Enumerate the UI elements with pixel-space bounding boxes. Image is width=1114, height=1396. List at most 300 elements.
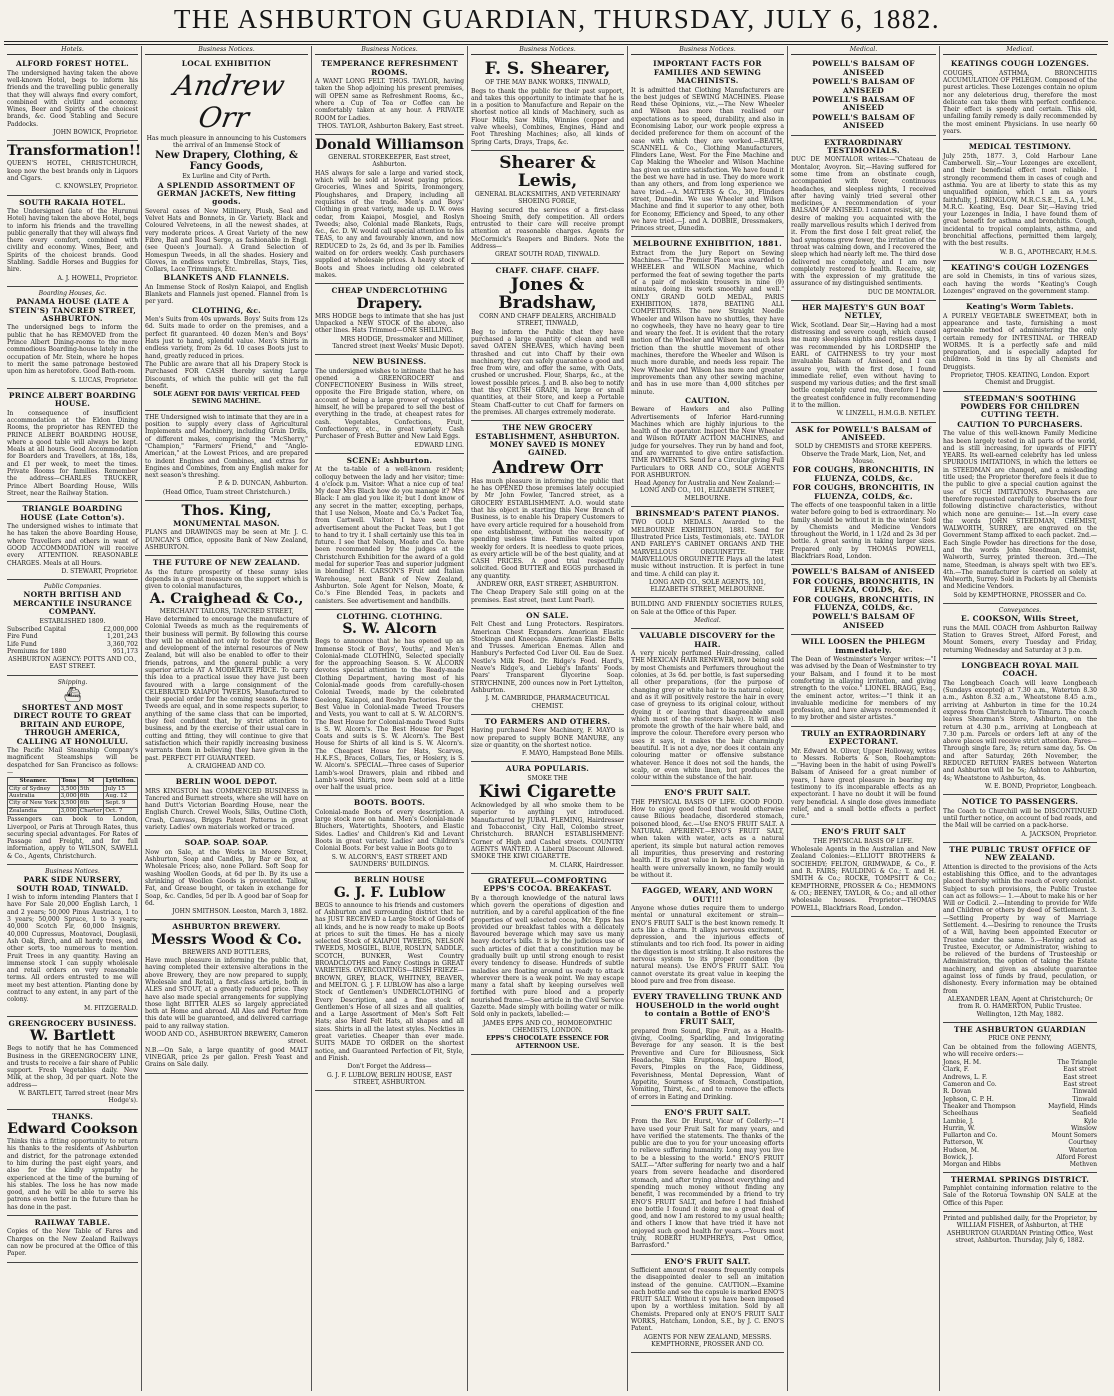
column-head: Business Notices. xyxy=(145,46,308,55)
ad-signature: J. M. CAMBRIDGE, PHARMACEUTICAL CHEMIST. xyxy=(485,695,610,710)
ad-heading: SOUTH RAKAIA HOTEL. xyxy=(19,197,126,207)
table-header: M xyxy=(78,778,103,785)
column-hotels xyxy=(4,46,142,1391)
ad-loosen-phlegm xyxy=(791,635,936,726)
ad-powells-coughs xyxy=(791,565,936,635)
ad-heading: KEATINGS COUGH LOZENGES. xyxy=(950,59,1090,69)
figure-label: Life Fund xyxy=(7,640,37,648)
ad-body: DUC DE MONTALOR writes:—"Chateau de Montalor, Avoyron. Sir,—Having suffered for some time from an obstinate cough, accompanied with fever, continuous headaches, and sleepless nights, I received after having vainly tried several other medicines, a recommendation of your BALSAM OF ANISEED. I cannot resist, sir, the desire of making you acquainted with the really marvellous results which I derived from it. From the first dose I felt great relief, the bad symptoms grew fewer, the irritation of the throat was calming down, and I recovered the sleep which had nearly left me. The third dose delivered me completely, and I am now completely restored to health. Receive, sir, with the expression of my gratitude the assurance of my distinguished sentiments. xyxy=(791,156,936,288)
ad-script-signature: Andrew Orr xyxy=(171,68,288,134)
ad-signature: W. E. BOND, Proprietor, Longbeach. xyxy=(984,782,1097,790)
ad-expectorant xyxy=(791,727,936,826)
ad-signature: JAMES EPPS AND CO., HOMOEOPATHIC CHEMISTS, LONDON. xyxy=(482,1019,613,1034)
ad-heading: THE FUTURE OF NEW ZEALAND. xyxy=(152,558,301,568)
ad-alcorn-boots xyxy=(315,796,464,873)
ad-heading: FOR COUGHS, BRONCHITIS, IN FLUENZA, COLDS, &c. xyxy=(792,483,935,501)
ad-heading: POWELL'S BALSAM OF ANISEED xyxy=(812,77,915,95)
agent-row xyxy=(943,1147,1097,1154)
agent-row xyxy=(943,1096,1097,1103)
ad-body: As the future prosperity of these sunny isles depends in a great measure on the support which is given to colonial manufactures, xyxy=(145,568,308,591)
ad-body: The undersigned wishes to intimate that he has taken the above Boarding House, where Travellers and others in want of GOOD ACCOMMODATION will receive every ATTENTION. REASONABLE CHARGES. Meals at all Hours. xyxy=(7,523,138,567)
ad-name: W. Bartlett xyxy=(29,1028,116,1045)
ad-heading: THE ASHBURTON GUARDIAN xyxy=(953,1024,1087,1034)
ad-heading: CHAFF. CHAFF. CHAFF. xyxy=(495,265,600,275)
ad-signature: P. & D. DUNCAN, Ashburton. xyxy=(217,480,308,488)
masthead xyxy=(0,0,1114,42)
table-row xyxy=(8,807,138,814)
ad-body: A WANT LONG FELT. THOS. TAYLOR, having taken the Shop adjoining his present premises, will OPEN same as Refreshment Rooms, &c., where a Cup of Tea or Coffee can be comfortably taken at any hour. A PRIVATE ROOM for Ladies. xyxy=(315,78,464,122)
columns xyxy=(4,46,1108,1391)
ad-body: BUILDING AND FRIENDLY SOCIETIES RULES, on Sale at the Office of this Paper. xyxy=(631,601,784,616)
ad-body: MRS KINGSTON has COMMENCED BUSINESS in Tancred and Burnett streets, where she will have on hand Dutt's Victorian Boarding House, near the English Church. Crewel Wools, Silks, Outline Cloth, Crash, Canvass, Briggs Patent Patterns in great variety. Ladies' own materials worked or traced. xyxy=(145,787,308,832)
ad-berlin-wool-depot xyxy=(145,775,308,836)
agent-name: Morgan and Hibbs xyxy=(943,1161,1001,1169)
agent-row xyxy=(943,1139,1097,1146)
ad-name: G. J. F. Lublow xyxy=(333,884,446,901)
ad-new-grocery xyxy=(471,421,624,609)
ad-mexican-hair-renewer xyxy=(631,629,784,786)
column-medical-2 xyxy=(940,46,1100,1391)
ad-signature: JOHN BOWICK, Proprietor. xyxy=(53,129,138,137)
figure-row xyxy=(7,626,138,633)
ad-sewing-machines xyxy=(631,57,784,237)
ad-footer: Don't Forget the Address— xyxy=(347,1063,432,1071)
agent-row xyxy=(943,1074,1097,1081)
ad-public-trust-office xyxy=(943,843,1097,1023)
column-head: Hotels. xyxy=(7,46,138,55)
ad-body: Have much pleasure in informing the public that, having completed their extensive alterations in the above Brewery, they are now prepared to supply, Wholesale and Retail, a first-class article, both in ALES and STOUT, at a greatly reduced price. They have also made special arrangements for supplying those light BITTER ALES so largely appreciated both at Home and abroad. All Ales and Porter from this date will be guaranteed, and delivered carriage paid to any railway station. xyxy=(145,957,308,1030)
ad-new-business xyxy=(315,355,464,454)
ad-heading: ENO'S FRUIT SALT. xyxy=(664,1256,751,1266)
table-cell: Aug. 12 xyxy=(104,793,138,800)
ad-heading: POWELL'S BALSAM of ANISEED xyxy=(792,567,935,577)
agent-name: Patterson, W. xyxy=(943,1139,984,1147)
ad-signature: A. CRAIGHEAD AND CO. xyxy=(187,762,266,770)
ad-name: S. W. Alcorn xyxy=(342,621,437,638)
ad-footer: N.B.—On Sale, a large quantity of good MALT VINEGAR, price 2s per gallon. Fresh Yeast and Grains on Sale daily. xyxy=(145,1046,308,1069)
ad-heading: LOCAL EXHIBITION xyxy=(181,59,272,69)
ad-heading: GRATEFUL—COMFORTING EPPS'S COCOA. BREAKFAST. xyxy=(483,875,612,894)
ad-heading: CHEAP UNDERCLOTHING xyxy=(331,286,448,296)
ad-cheap-underclothing xyxy=(315,284,464,355)
ad-body: By a thorough knowledge of the natural laws which govern the operations of digestion and nutrition, and by a careful application of the fine properties of well selected cocoa, Mr. Epps has provided our breakfast tables with a delicately flavoured beverage which may save us many heavy doctor's bills. It is by the judicious use of such articles of diet that a constitution may be gradually built up until strong enough to resist every tendency to disease. Hundreds of subtle maladies are floating around us ready to attack wherever there is a weak point. We may escape many a fatal shaft by keeping ourselves well fortified with pure blood and a properly nourished frame.—See article in the Civil Service Gazette. Made simply with boiling water or milk. Sold only in packets, labelled:— xyxy=(471,894,624,1019)
ad-friendly-society-rules xyxy=(631,598,784,629)
ad-heading: STEEDMAN'S SOOTHING POWDERS FOR CHILDREN CUTTING TEETH. xyxy=(960,393,1080,420)
ad-heading: RAILWAY TABLE. xyxy=(34,1218,111,1228)
ad-subheading: OF THE MAY BANK WORKS, TINWALD, xyxy=(484,79,611,87)
table-header-row xyxy=(8,778,138,785)
agent-row xyxy=(943,1118,1097,1125)
ad-alcorn-clothing xyxy=(315,610,464,797)
ad-subheading: CAUTION. xyxy=(685,395,730,405)
ad-heading: PARK SIDE NURSERY, SOUTH ROAD, TINWALD. xyxy=(16,875,129,893)
ad-heading: TO FARMERS AND OTHERS. xyxy=(484,716,611,726)
ad-body: The undersigned having taken the above well-known Hotel, begs to inform his friends and the travelling public generally that they will always find every comfort, combined with civility and economy. Wines, Beer and Spirits of the choicest brands, &c. Good Stabling and Secure Paddocks. xyxy=(7,69,138,128)
ad-body: QUEEN'S HOTEL, CHRISTCHURCH, keep now the best brands only in Liquors and Cigars. xyxy=(7,160,138,182)
ad-signature: DUC DE MONTALOR. xyxy=(867,288,936,296)
ad-subheading: CORN AND CHAFF DEALERS, ARCHIBALD STREET, TINWALD, xyxy=(479,313,616,328)
agent-location: Tinwald xyxy=(1072,1088,1097,1096)
ad-brinsmead-pianos xyxy=(631,507,784,598)
ad-heading: ENO'S FRUIT SALT. xyxy=(664,1107,751,1117)
ad-body: Can be obtained from the following AGENTS, who will receive orders:— xyxy=(943,1043,1097,1058)
ad-body: Pamphlet containing information relative to the Sale of the Rotorua Township ON SALE at the Office of this Paper. xyxy=(943,1185,1097,1207)
ad-name: Drapery. xyxy=(356,295,423,312)
table-header: Tons xyxy=(59,778,78,785)
ad-body: Beware of Hawkers and also Pulling Advertisements of Inferior Hard-running Machines which are highly injurious to the health of the operator. Inspect the New Wheeler and Wilson ROTARY ACTION MACHINES, and judge for yourselves. They run by hand and foot, and are warranted to give entire satisfaction. TIME PAYMENTS. Send for a Circular giving Full Particulars to ORR AND CO., SOLE AGENTS FOR ASHBURTON. xyxy=(631,406,784,479)
ad-body: The Undersigned (late of the Hurunui Hotel) having taken the above Hotel, begs to inform his friends and the travelling public generally that they will always find there every comfort, combined with civility and economy. Wines, Beer, and Spirits of the choicest brands. Good Stabling. Saddle Horses and Buggies for hire. xyxy=(7,207,138,274)
figure-value: £2,000,000 xyxy=(103,625,138,633)
ad-signature: M. CLARK, Hairdresser. xyxy=(549,861,624,869)
table-cell: City of New York xyxy=(8,800,60,807)
ad-heading: TEMPERANCE REFRESHMENT ROOMS. xyxy=(320,59,458,77)
ad-eno-travelling xyxy=(631,990,784,1106)
ad-signature: MRS HODGE, Dressmaker and Milliner, Tancred street (next Weeks' Music Depot). xyxy=(332,335,464,350)
agent-name: Bowick, J. xyxy=(943,1154,974,1162)
ad-signature: W. LINZELL, H.M.G.B. NETLEY. xyxy=(836,410,936,418)
ad-heading: LONGBEACH ROYAL MAIL COACH. xyxy=(961,660,1079,679)
ad-name: Jones & Bradshaw, xyxy=(498,275,597,314)
agent-row xyxy=(943,1161,1097,1168)
column-business-1 xyxy=(142,46,312,1391)
ad-keatings-sold xyxy=(943,261,1097,300)
ad-heading: GREENGROCERY BUSINESS. xyxy=(8,1018,137,1028)
table-cell: 6th xyxy=(78,793,103,800)
figure-row xyxy=(7,633,138,640)
ad-body: Having secured the services of a first-class Shoeing Smith, defy competition. All orders entrusted to their care will receive prompt attention at reasonable charges. Agents for McCormick's Reapers and Binders. Note the Address— xyxy=(471,206,624,251)
ad-signature: WOOD AND CO., ASHBURTON BREWERY, Cameron street. xyxy=(145,1031,308,1046)
table-cell: 5th xyxy=(78,785,103,792)
ad-signature: W. BARTLETT, Tarred street (near Mrs Hodge's). xyxy=(18,1090,138,1105)
ad-signature: C. KNOWSLEY, Proprietor. xyxy=(55,183,138,191)
ad-triangle-boarding xyxy=(7,502,138,580)
figure-row xyxy=(7,648,138,655)
ad-heading: KEATING'S COUGH LOZENGES xyxy=(950,262,1090,272)
agent-row xyxy=(943,1103,1097,1110)
ad-signature: Proprietor, THOS. KEATING, London. Export Chemist and Druggist. xyxy=(950,372,1090,387)
table-row xyxy=(8,793,138,800)
column-head: Medical. xyxy=(791,46,936,55)
ad-heading: CLOTHING. CLOTHING. xyxy=(336,611,443,621)
ad-scene-ashburton xyxy=(315,454,464,610)
ad-queens-hotel xyxy=(7,141,142,195)
ad-signature: G. J. F. LUBLOW, BERLIN HOUSE, EAST STREET, ASHBURTON. xyxy=(326,1071,453,1086)
ad-donald-williamson xyxy=(315,135,464,284)
ad-soap xyxy=(145,836,308,920)
ad-heading: PANAMA HOUSE (LATE A STEIN'S) TANCRED STREET, ASHBURTON. xyxy=(8,297,137,324)
agent-name: R. Dovan xyxy=(943,1088,972,1096)
ad-shearer-lewis xyxy=(471,151,624,264)
ad-guardian-agents xyxy=(943,1023,1097,1173)
ad-signature: Head Agency for Australia and New Zealand:—LONG AND CO., 101, ELIZABETH STREET, MELBOURNE. xyxy=(634,480,781,502)
ad-heading: SHORTEST AND MOST DIRECT ROUTE TO GREAT BRITAIN AND EUROPE, THROUGH AMERICA, CALLING AT HONOLULU. xyxy=(13,702,132,746)
ad-body: The value of this well-known Family Medicine has been largely tested in all parts of the world, and is still increasing, for upwards of FIFTY YEARS. Its well-earned celebrity has led unless SPURIOUS IMITATIONS, in which the letters ee in STEEDMAN are changed, and a misleading title used; the Proprietor therefore feels it due to the public to give a special caution against the use of SUCH IMITATIONS. Purchasers are therefore requested carefully to observe the four following distinctive characteristics, without which none are genuine:— 1st.—In every case the words JOHN STEEDMAN, CHEMIST, WALWORTH, SURREY, are engraved on the Government Stamp affixed to each packet. 2nd.—Each Single Powder has directions for the dose, and the words John Steedman, Chemist, Walworth, Surrey, printed thereon. 3rd.—The name, Steedman, is always spelt with two EE's. 4th.—The manufacturer is carried on solely at Walworth, Surrey. Sold in Packets by all Chemists and Medicine Vendors. xyxy=(943,430,1097,591)
ad-body: Extract from the Jury Report on Sewing Machines.—"The Premier Place was awarded to WHEELER and WILSON Machine, which performed the feat of sewing together the parts of a pair of moleskin trousers in nine (9) minutes, doing its work smoothly and well." ONLY GRAND GOLD MEDAL, PARIS EXHIBITION, 1878, BEATING ALL COMPETITORS. The new Straight Needle Wheeler and Wilson have no shuttles, they have no cogwheels, they have no heavy gear to tire and weary the feet. It is evident that the rotary motion of the Wheeler and Wilson has much less friction than the shuttle movement of other machines, therefore the Wheeler and Wilson is much more durable, and needs less repair. The New Wheeler and Wilson has more and greater improvements than any other sewing machine, and has in use more than 4,000 stitches per minute. xyxy=(631,249,784,396)
ad-body: Begs to thank the public for their past support, and takes this opportunity to intimate that he is in a position to Manufacture and Repair on the shortest notice all kinds of Machinery, such as Flour Mills, Saw Mills, Winnies (copper and valve wheels), Combines, Engines, Hand and Foot Threshing Machines; also, all kinds of Spring Carts, Drays, Traps, &c. xyxy=(471,87,624,146)
ad-body: THE Undersigned wish to intimate that they are in a position to supply every class of Agricultural Implements and Machinery, including Grain Drills, of different makes, comprising the "McSherry," "Champion," "Farmers' Friend," and "Anglo-American," at the Lowest Prices, and are prepared to indent Engines and Combines, and extras for Engines and Combines, from any English maker for next season's threshing. xyxy=(145,413,308,480)
ad-jones-bradshaw xyxy=(471,264,624,422)
newspaper-title: THE ASHBURTON GUARDIAN, THURSDAY, JULY 6, 1882. xyxy=(173,4,941,34)
ad-heading: FAGGED, WEARY, AND WORN OUT!!! xyxy=(641,886,774,904)
ad-footer: EPPS'S CHOCOLATE ESSENCE FOR AFTERNOON USE. xyxy=(486,1035,609,1050)
ad-keatings-worm-tablets xyxy=(943,300,1097,391)
ad-subheading: CAUTION TO PURCHASERS. xyxy=(957,419,1083,429)
ad-body: Colonial-made Boots of every description. A large stock now on hand. Men's Colonial-made Bluchers, Watertights, Shooters, and Elastic Sides. Ladies' and Children's Kid and Levant Boots in great variety. Ladies' and Children's Colonial Boots. For best value in Boots go to xyxy=(315,808,464,853)
ad-signature: SOLE AGENT FOR DAVIS' VERTICAL FEED SEWING MACHINE. xyxy=(153,391,300,406)
section-label: Boarding Houses, &c. xyxy=(38,289,107,297)
figure-label: Fire Fund xyxy=(7,633,38,641)
ad-prince-albert xyxy=(7,389,138,502)
ad-steedmans-powders xyxy=(943,392,1097,604)
ad-body: prepared from Sound, Ripe Fruit, as a Health-giving, Cooling, Sparkling, and Invigorating Beverage for any season. It is the best Preventive and Cure for Biliousness, Sick Headache, Skin Eruptions, Impure Blood, Fevers, Pimples on the Face, Giddiness, Feverishness, Mental Depression, Want of Appetite, Sourness of Stomach, Constipation, Vomiting, Thirst, &c., and to remove the effects of errors in Eating and Drinking. xyxy=(631,1027,784,1101)
ad-title: New Drapery, Clothing, & Fancy Goods, xyxy=(155,150,298,173)
ad-subheading: SMOKE THE xyxy=(527,774,568,782)
table-cell: City of Sydney xyxy=(8,785,60,792)
ad-subheading: THE PHYSICAL BASIS OF LIFE. xyxy=(813,837,914,845)
section-label: Business Notices. xyxy=(45,868,100,876)
ad-body: At the ta-table of a well-known resident; colloquy between the lady and her visitor; time: 4 o'clock p.m. Visitor: What a nice cup of tea! My dear Mrs Black how do you manage it? Mrs Black: I am glad you like it; but I dont know of any secret in the matter, excepting, perhaps, that I use Nelson, Moate and Co.'s Packet Tea, from Cartwell. Visitor: I have seen the advertisement about the Packet Teas, but I got to hand to try it. I shall certainly use this tea in future. I see that Nelson, Moate and Co. have been recommended by the judges at the Christchurch Exhibition for the award of a gold medal for superior Teas and superior judgment in blending! H. CARSON'S Fruit and Italian Warehouse, next Bank of New Zealand, Ashburton. Sole Agent for Nelson, Moate, & Co.'s Fine Blended Teas, in packets and canisters. See advertisement and handbills. xyxy=(315,466,464,605)
ad-body: Felt Chest and Lung Protectors. Respirators. American Chest Expanders. American Elastic Stockings and Kneecaps. American Elastic Belts and Trusses. American Enemas. Allen and Hanbury's Perfected Cod Liver Oil. Eau de Suez. Nestle's Milk Food. Dr. Ridge's Food. Hard's, Neave's Ridge's, and Liebig's Infants' Foods. Pears' Transparent Glycerine Soap. STRYCHNINE, 200 ounces now in Port Lyttelton, Ashburton. xyxy=(471,621,624,694)
ad-body: Men's Suits from 40s upwards. Boys' Suits from 12s 6d. Suits made to order on the premises, and a perfect fit guaranteed. 40 dozen Men's and Boys' Hats just to hand, splendid value. Men's Shirts in endless variety, from 2s 6d. 10 cases Boots just to hand, greatly reduced in prices. xyxy=(145,316,308,360)
ad-bone-manure xyxy=(471,715,624,763)
ad-name: A. Craighead & Co., xyxy=(149,590,304,607)
ad-heading: Transformation!! xyxy=(7,143,142,160)
ad-body: It is admitted that Clothing Manufacturers are the best judges of SEWING MACHINES. Please Read these Opinions, viz.,—The New Wheeler and Wilson has more than realised our expectations as to speed, durability, and also in Economising Labor, our work people express a decided preference for them on account of the ease with which they are worked.—BEATH, SCANNELL & Co., Clothing Manufacturers, Flinders Lane, West. For the Fine Machine and Cap Making the Wheeler and Wilson Machine has given us entire satisfaction. We have found it the best we have had in use. They do more work than any others, and from long experience we have tried.—A. MATTERS & Co., 30, Flinders street, Dunedin. We use Wheeler and Wilson Machine and find it superior to any other, both for Economy, Efficiency and Speed, to any other we have tried.—J. and A. DOBBIE, Dressmakers, Princes street, Dunedin. xyxy=(631,86,784,233)
ad-body: Attention is directed to the provisions of the Acts establishing this Office, and to the advantages placed thereby within the reach of every colonist. Subject to such provisions, the Public Trustee can act as follows:— 1.—About to make his or her Will or Codicil. 2.—Intending to provide for Wife and Children or others by deed of Settlement. 3.—Settling Property by way of Marriage Settlement. 4.—Desiring to renounce the Trusts of a Will, having been appointed Executor or Trustee under the same. 5.—Having acted as Trustee, Executor, or Administrator, wishing to be relieved of the burdens of Trusteeship or Administration, the option of taking the Estate machinery, and given as absolute guarantee against loss of funds by fraud, peculation, or dishonesty. Every information may be obtained from xyxy=(943,863,1097,995)
ad-berlin-house xyxy=(315,873,464,1091)
ad-signature: LONG AND CO., SOLE AGENTS, 101, ELIZABETH STREET, MELBOURNE. xyxy=(649,578,766,594)
ad-longbeach-coach xyxy=(943,659,1097,795)
agent-location: Mayfield, Hinds xyxy=(1048,1102,1097,1110)
ad-on-sale-chemist xyxy=(471,609,624,715)
ad-heading: FOR COUGHS, BRONCHITIS, IN FLUENZA, COLDS, &c. xyxy=(792,465,935,483)
ad-local-exhibition xyxy=(145,57,308,410)
ad-established: ESTABLISHED 1809. xyxy=(39,617,106,625)
ad-notice-passengers xyxy=(943,795,1097,843)
ad-heading: THERMAL SPRINGS DISTRICT. xyxy=(950,1174,1090,1184)
ad-signature: EDWARD LING. xyxy=(414,441,464,449)
ad-body: Have determined to encourage the manufacture of Colonial Tweeds as much as the requirements of their business will permit. By following this course they will be enabled not only to foster the growth and development of the internal resources of New Zealand, but will also be enabled to offer to their friends, patrons, and the general public a very superior article AT A MODERATE PRICE. To carry this idea to a practical issue they have just been favoured with a large consignment of the CELEBRATED KAIAPOI TWEEDS, Manufactured to their special order for the coming season. As these Tweeds are equal, and in some respects superior, to anything of the same class that can be imported, they feel confident that, by strict attention to business, and by the exercise of their usual care in cutting and fitting, they will continue to give that satisfaction which their rapidly increasing business warrants them in believing they have given in the past. PERFECT FIT GUARANTEED. xyxy=(145,615,308,762)
ad-body: A PURELY VEGETABLE SWEETMEAT, both in appearance and taste, furnishing a most agreeable method of administering the only certain remedy for INTESTINAL or THREAD WORMS. It is a perfectly safe and mild preparation, and is especially adapted for children. Sold in tins by all Chemists and Druggists. xyxy=(943,312,1097,371)
ad-heading: BRINSMEAD'S PATENT PIANOS. xyxy=(635,509,780,519)
ad-heading: ASK for POWELL'S BALSAM of ANISEED. xyxy=(795,424,932,443)
section-label: Medical. xyxy=(694,617,721,625)
table-cell: 6th xyxy=(78,800,103,807)
ad-signature: D. STEWART, Proprietor. xyxy=(61,567,138,575)
column-head: Business Notices. xyxy=(631,46,784,55)
figure-value: 3,360,702 xyxy=(106,640,138,648)
agent-location: Alford Forest xyxy=(1056,1154,1097,1162)
table-cell: Oct. 7 xyxy=(104,807,138,814)
ad-eno-testimonial xyxy=(631,1106,784,1255)
agent-location: Methven xyxy=(1069,1161,1097,1169)
column-head: Business Notices. xyxy=(471,46,624,55)
table-header: Steamer. xyxy=(8,778,60,785)
ad-body: The undersigned begs to inform the public that he has REMOVED from the Prince Albert Dining-rooms to the more commodious Boarding-house lately in the occupation of Mr. Stein, where he hopes to merit the same patronage bestowed upon him as heretofore. Good Bath-room. xyxy=(7,324,138,376)
ad-subheading: A SPLENDID ASSORTMENT OF GERMAN JACKETS, New fitting goods. xyxy=(157,180,296,207)
ad-name: Messrs Wood & Co. xyxy=(151,931,302,948)
ad-thermal-springs xyxy=(943,1173,1097,1212)
ad-heading: POWELL'S BALSAM OF ANISEED xyxy=(812,612,915,630)
ad-name: Thos. King, xyxy=(181,503,272,520)
masthead-rule-lower xyxy=(4,44,1108,45)
ad-heading: BOOTS. BOOTS. xyxy=(353,798,426,808)
table-cell: 3,500 xyxy=(60,785,77,792)
insurance-figures xyxy=(7,626,138,655)
agent-location: Mount Somers xyxy=(1051,1132,1097,1140)
ad-name: Edward Cookson xyxy=(7,1121,138,1138)
ad-heading: E. COOKSON, Wills Street, xyxy=(960,614,1080,624)
ad-railway-table xyxy=(7,1216,138,1263)
imprint xyxy=(943,1212,1097,1248)
table-cell: Charter xyxy=(79,807,102,814)
ad-heading: POWELL'S BALSAM OF ANISEED xyxy=(812,94,915,113)
ad-subheading: BLANKETS AND FLANNELS. xyxy=(163,273,290,283)
column-head: Business Notices. xyxy=(315,46,464,55)
ad-body: An Immense Stock of Roslyn Kaiapoi, and English Blankets and Flannels just opened. Flannel from 1s per yard. xyxy=(145,283,308,306)
table-cell: July 15 xyxy=(104,785,138,792)
ad-footer: (Head Office, Tuam street Christchurch.) xyxy=(162,488,291,496)
ad-heading: ENO'S FRUIT SALT xyxy=(821,827,906,837)
ad-heading: FOR COUGHS, BRONCHITIS, IN FLUENZA, COLDS, &c. xyxy=(792,576,935,595)
ad-edward-cookson xyxy=(7,1110,138,1216)
column-head: Medical. xyxy=(943,46,1097,55)
agent-row xyxy=(943,1154,1097,1161)
agent-row xyxy=(943,1110,1097,1117)
ad-subheading: PRICE ONE PENNY, xyxy=(988,1035,1052,1043)
ad-heading: EXTRAORDINARY TESTIMONIALS. xyxy=(824,137,903,155)
ad-body: Has much pleasure in informing the public that he has OPENED those premises lately occupied by Mr John Fowler, Tancred street, as a GROCERY ESTABLISHMENT. A.O. would state that his object in starting this New Branch of Business, is to enable his Drapery Customers to have every article required for a household from one establishment, without the necessity of spending useless time. Families waited upon weekly for orders. It is needless to quote prices, as every article will be of the best quality, and at CASH PRICES. A good trial respectfully solicited. Good BUTTER and EGGS purchased in any quantity. xyxy=(471,477,624,580)
table-cell: Australia xyxy=(8,793,60,800)
ad-heading: MEDICAL TESTIMONY. xyxy=(968,142,1072,152)
ad-body: The Dean of Westminster's Verger writes:—"I was advised by the Dean of Westminster to try your Balsam, and I found it to be most comforting in allaying irritation, and giving strength to the voice." LIONEL BRAGG, Esq., the eminent actor, writes:—"I think it an invaluable medicine for members of my profession, and have always recommended it to my brother and sister artistes." xyxy=(791,656,936,722)
ad-body: Anyone whose duties require them to undergo mental or unnatural excitement or strain—ENO'S FRUIT SALT is the best known remedy. It acts like a charm. It allays nervous excitement, depression, and the injurious effects of stimulants and too rich food. Its power in aiding the digestion is most striking. It also restores the nervous system to its proper condition (by natural means). Use ENO'S FRUIT SALT. You cannot overstate its great value in keeping the blood pure and free from disease. xyxy=(631,904,784,985)
ad-keatings-lozenges xyxy=(943,57,1097,140)
ad-signature: THOS. TAYLOR, Ashburton Bakery, East street. xyxy=(317,122,464,130)
figure-row xyxy=(7,641,138,648)
ad-body: Begs to announce that he has opened up an Immense Stock of Boys', Youths', and Men's Colonial-made CLOTHING, Selected specially for the approaching Season. S. W. ALCORN devotes special attention to the Ready-made Clothing Department, having most of his Colonial-made goods from carefully-chosen Colonial Tweeds, made by the celebrated Geelong, Kaiapoi, and Roslyn Factories. For the Best Value in Colonial-made Tweed Trousers and Vests, you want to call at S. W. ALCORN'S. The Best House for Colonial-made Tweed Suits is S. W. Alcorn's. The Best House for Paget Coats and suits is S. W. Alcorn's. The Best House for Shirts of all kind is S. W. Alcorn's. The Cheapest House for Hats, Scarves, H.K.F.S., Braces, Collars, Ties, or Hosiery, is S. W. Alcorn's. SPECIAL—Three cases of Superior Lamb's-wool Drawers, plain and ribbed and Lamb's-wool Shirts, now been sold at a little over half the usual price. xyxy=(315,638,464,792)
ad-heading: THANKS. xyxy=(51,1111,94,1121)
figure-value: 1,201,243 xyxy=(106,633,138,641)
ad-signature: F. MAYO, Hampstead Bone Mills. xyxy=(521,750,624,758)
ad-body: A very nicely perfumed Hair-dressing, called THE MEXICAN HAIR RENEWER, now being sold by most Chemists and Perfumers throughout the colonies, at 3s 6d. per bottle, is fast superseding all other preparations, (for the purpose of changing grey or white hair to its natural colour, and as it will positively restore the hair in every case of greyness to its original colour, without dyeing it or leaving that disagreeable smell which most of the restorers have). It will also promote the growth of the hair where bald, and improve the colour. Therefore every person who uses it says, it makes the hair charmingly beautiful. It is not a dye, nor does it contain any colouring matter or offensive substance whatever. Hence it does not soil the hands, the scalp, or even white linen, but produces the colour within the substance of the hair. xyxy=(631,650,784,782)
ad-heading: ENO'S FRUIT SALT. xyxy=(664,788,751,798)
ad-body: SOLD by CHEMISTS and STORE KEEPERS. Observe the Trade Mark, Lion, Net, and Mouse. xyxy=(795,443,932,466)
ad-name: Andrew Orr xyxy=(492,457,603,478)
agent-location: East street xyxy=(1063,1066,1097,1074)
ad-pacific-mail xyxy=(7,676,138,865)
ad-heading: HER MAJESTY'S GUN BOAT NETLEY, xyxy=(802,303,925,321)
ad-duncan-implements xyxy=(145,411,308,501)
sailing-table xyxy=(7,777,138,815)
ad-body: MRS HODGE begs to intimate that she has just Unpacked a NEW STOCK of the above, also other lines. Hats Trimmed—ONE SHILLING. xyxy=(315,312,464,335)
ad-name: Shearer & Lewis, xyxy=(499,152,596,191)
ad-subheading: MERCHANT TAILORS, TANCRED STREET, xyxy=(159,607,294,615)
agent-name: Fullarton and Co. xyxy=(943,1132,998,1140)
ad-subheading: GENERAL STOREKEEPER, East street, Ashburton. xyxy=(328,154,451,169)
ad-body: Now on Sale, at the Works in Moore Street, Ashburton, Soap and Candles, by Bar or Box, at Wholesale Prices; also, none Pollard. Soft Soap for washing Woollen Goods, at 6d per lb. By its use a shrinking of Woollen Goods is prevented. Tallow, Fat, and Grease bought, or taken in exchange for Soap, &c. Candles, 5d per lb. A good bar of Soap for 6d. xyxy=(145,848,308,907)
figure-label: Subscribed Capital xyxy=(7,625,66,633)
ad-body: HAS always for sale a large and varied stock, which will be sold at lowest paying prices. Groceries, Wines and Spirits, Ironmongery, Ploughshares, and Drapery, including all requisites of the trade. Men's and Boys' Clothing in great variety, made up. D. W. owes cedar, from Kaiapoi, Mosgiel, and Roslyn Tweeds; also, Colonial made Blankets, Rugs, &c., &c. D. W. would call special attention to his TEAS, to any and favourably known, and now REDUCED to 2s, 2s 6d, and 3s per lb. Families waited on for orders weekly. Cash purchasers supplied at wholesale prices. A heavy stock of Boots and Shoes including old celebrated makes. xyxy=(315,169,465,279)
ad-duc-de-montalor xyxy=(791,136,936,301)
ad-melbourne-exhibition xyxy=(631,237,784,507)
ad-park-side-nursery xyxy=(7,865,138,1017)
ad-heading: VALUABLE DISCOVERY for the HAIR. xyxy=(639,631,776,649)
ad-heading: SCENE: Ashburton. xyxy=(346,455,433,465)
ad-signature: A. JACKSON, Proprietor. xyxy=(1021,830,1097,838)
agent-row xyxy=(943,1088,1097,1095)
ad-heading: EVERY TRAVELLING TRUNK AND HOUSEHOLD in the world ought to contain a Bottle of ENO'S FRUIT SALT, xyxy=(633,992,782,1027)
ad-temperance-rooms xyxy=(315,57,464,135)
ad-heading: NORTH BRITISH AND MERCANTILE INSURANCE COMPANY. xyxy=(13,590,132,617)
agent-location: East street xyxy=(1063,1081,1097,1089)
ad-body: Mr. Edward M. Oliver, Upper Holloway, writes to Messrs. Roberts & Son, Roehampton:—"Having been in the habit of using Powell's Balsam of Aniseed for a great number of years, I have great pleasure in bearing my testimony to its incomparable effects as an expectorant. I have no doubt it will be found very beneficial. A single dose gives immediate relief, and a small bottle effects a perfect cure." xyxy=(791,747,936,821)
ad-via: Ex Lurline and City of Perth. xyxy=(182,173,271,181)
ad-eno-caution xyxy=(631,1255,784,1354)
ad-body: Begs to notify that he has Commenced Business in the GREENGROCERY LINE, and trusts to receive a fair share of Public support. Fresh Vegetables daily. New Milk, at the shop, 3d per quart. Note the address— xyxy=(7,1045,138,1089)
ad-signature: S. W. ALCORN'S, EAST STREET AND SAUNDERS' BUILDINGS. xyxy=(331,853,448,868)
ad-body: Wick, Scotland. Dear Sir,—Having had a most distressing and severe cough, which caused me many sleepless nights and restless days, I was recommended by his LORDSHIP the EARL of CAITHNESS to try your most invaluable Balsam of Aniseed, and I can assure you, with the first dose, I found immediate relief, even without having to suspend my various duties; and the first small bottle completely cured me, therefore I have the greatest confidence in fully recommending it to the million. xyxy=(791,321,936,410)
ad-craighead xyxy=(145,556,308,775)
ad-body: I wish to inform intending Planters that I have For Sale 20,000 English Larch, 1 and 2 years; 50,000 Pinus Austriaca, 1 to 3 years; 50,000 Spruce, 1 to 3 years; 40,000 Scotch Fir, 60,000 Insignis, 40,000 Cupressus, Moatovaci, Douglasii, Ash Oak, Birch, and all hardy trees, and other sorts, too numerous to mention. Fruit Trees in any quantity. Having an immense stock I can supply wholesale and retail orders on very reasonable terms. All orders entrusted to me will meet my best attention. Planting done by contract to any extent, in any part of the colony. xyxy=(7,894,138,1004)
agent-location: Courtney xyxy=(1068,1139,1097,1147)
ad-medical-testimony xyxy=(943,140,1097,261)
ad-body: Having purchased New Machinery, F. MAYO is now prepared to supply BONE MANURE, any size or quantity, on the shortest notice. xyxy=(471,727,624,749)
ad-north-british-insurance xyxy=(7,580,138,676)
ad-subheading: GENERAL BLACKSMITHS, AND VETERINARY SHOEING FORGE, xyxy=(474,190,621,206)
ad-body: July 25th, 1877. 3, Cold Harbour Lane Camberwell. Sir,—Your Lozenges are excellent, and their beneficial effect most reliable. I strongly recommend them in cases of cough and asthma. You are at liberty to state this as my unqualified opinion, which I am as yours faithfully, J. BRINGLOW, M.R.C.S.E., L.S.A., L.M., M.R.C. Keating, Esq. Dear Sir,—Having tried your Lozenges in India, I have found them of great benefit for asthma and bronchitis. Cough, incidental to tropical complaints, asthma, and bronchitial affections, permitted them largely, with the best results. xyxy=(943,152,1097,248)
agent-name: Clark, F. xyxy=(943,1066,969,1074)
ad-body: are sold in Chemists, in tins of various sizes, each having the words "Keating's Cough Lozenges" engraved on the government stamp. xyxy=(943,273,1097,295)
ad-signature: M. FITZGERALD. xyxy=(83,1004,138,1012)
ad-heading: Keating's Worm Tablets. xyxy=(966,302,1074,312)
agent-location: East street xyxy=(1063,1073,1097,1081)
ad-heading: SOAP. SOAP. SOAP. xyxy=(184,838,269,848)
ad-heading: THE NEW GROCERY ESTABLISHMENT, ASHBURTON. MONEY SAVED IS MONEY GAINED. xyxy=(475,423,620,458)
table-cell: Sept. 9 xyxy=(104,800,138,807)
agent-name: Theaker and Thompson xyxy=(943,1102,1016,1110)
table-row xyxy=(8,800,138,807)
ad-body: COUGHS, ASTHMA, BRONCHITIS ACCUMULATION OF PHLEGM. Composed of the purest articles. These Lozenges contain no opium nor any deleterious drug, therefore the most delicate can take them with perfect confidence. Their effect is speedy and certain. This old, unfailing family remedy is daily recommended by the most eminent Physicians. In use nearly 60 years. xyxy=(943,69,1097,136)
ad-body: From the Rev. Dr Hurst, Vicar of Collerly:—"I have used your Fruit Salt for many years, and have verified the statements. The thanks of the public are due to you for your unceasing efforts to relieve suffering humanity. Long may you live to be a blessing to the world." ENO'S FRUIT SALT.—"After suffering for nearly two and a half years from severe headache and disordered stomach, and after trying almost everything and spending much money without finding any benefit, I was recommended by a friend to try ENO'S FRUIT SALT, and before I had finished one bottle I found it doing me a great deal of good, and now I am restored to my usual health; and others I know that have tried it have not enjoyed such good health for years.—Yours most truly, ROBERT HUMPHREYS, Post Office, Barrasford." xyxy=(631,1118,784,1250)
table-cell: 3,500 xyxy=(60,800,77,807)
column-business-3 xyxy=(468,46,628,1391)
agent-name: Andrews, L. F. xyxy=(943,1073,988,1081)
ad-body: Thinks this a fitting opportunity to return his thanks to the residents of Ashburton and district, for the patronage extended to him during the past eight years, and also for the kindly sympathy he experienced at the time of the burning of his stables. The loss he has now made good, and he will be able to serve his patrons even better in the future than he has done in the past. xyxy=(7,1138,138,1211)
ad-footer: The Cheap Drapery Sale still going on at the premises. East street, (next Lunt Pearl). xyxy=(471,589,624,604)
ad-heading: AURA POPULARIS. xyxy=(505,764,590,774)
figure-value: 951,173 xyxy=(112,647,138,655)
ad-heading: MELBOURNE EXHIBITION, 1881. xyxy=(633,239,782,249)
agent-location: Kyle xyxy=(1083,1117,1097,1125)
ad-south-rakaia-hotel xyxy=(7,196,138,287)
ad-body: The effects of one teaspoonful taken in a little water before going to bed is extraordinary. No family should be without it in the winter. Sold by Chemists and Medicine Vendors throughout the World, in 1 1/2d and 2s 3d per bottle. A great saving in taking larger sizes. Prepared only by THOMAS POWELL, Blackfriars Road, London. xyxy=(791,502,936,561)
ad-signature: JOHN SMITHSON. Leeston, March 3, 1882. xyxy=(172,908,308,916)
ad-body: Acknowledged by all who smoke them to be superior to anything yet introduced. Manufactured by JUBAL FLEMING, Hairdresser and Tobacconist, City Hall, Colombo street, Christchurch. BRANCH ESTABLISHMENT: Corner of High and Cashel streets. COUNTRY AGENTS WANTED. A Liberal Discount Allowed. SMOKE THE KIWI CIGARETTE. xyxy=(471,802,624,861)
ad-signature: AGENTS FOR NEW ZEALAND, MESSRS. KEMPTHORNE, PROSSER AND CO. xyxy=(643,1333,772,1348)
ad-kiwi-cigarette xyxy=(471,762,624,873)
ad-name: F. S. Shearer, xyxy=(484,59,611,80)
ad-heading: TRULY an EXTRAORDINARY EXPECTORANT. xyxy=(801,728,926,747)
ad-fs-shearer xyxy=(471,57,624,151)
table-cell: 3,000 xyxy=(60,807,77,814)
ad-heading: PRINCE ALBERT BOARDING HOUSE. xyxy=(8,390,137,409)
table-header: Lyttelton. xyxy=(105,778,136,785)
ad-body: PLANS and DRAWINGS may be seen at Mr. J. C. DUNCAN'S Office, opposite Bank of New Zealand, ASHBURTON. xyxy=(145,529,308,552)
agent-location: Tinwald xyxy=(1072,1095,1097,1103)
column-business-2 xyxy=(312,46,468,1391)
ad-heading: BERLIN HOUSE xyxy=(354,875,425,885)
